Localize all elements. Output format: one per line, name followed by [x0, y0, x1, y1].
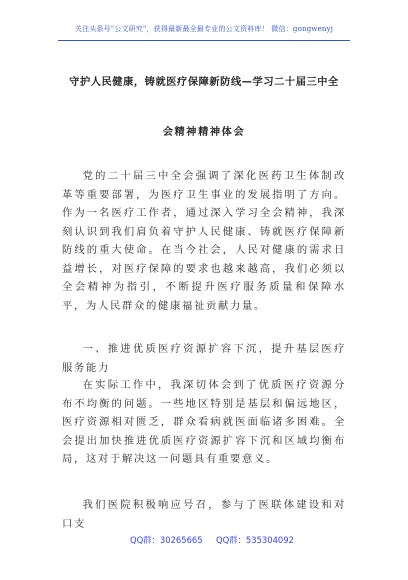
- paragraph-hospital: [62, 496, 346, 533]
- paragraph-text: 我们医院积极响应号召，参与了医联体建设和对口支: [62, 499, 346, 530]
- footer-qq-group-1: QQ群：30265665: [130, 535, 203, 545]
- section-heading-text: 一、推进优质医疗资源扩容下沉，提升基层医疗服务能力: [62, 343, 346, 374]
- footer-qq-group-2: QQ群：535304092: [216, 535, 294, 545]
- header-banner: 关注头条号"公文研究"，获得最新最全最专业的公文资料库！ 微信：gongwenyj: [74, 25, 334, 33]
- paragraph-resources: [62, 376, 346, 469]
- footer: [0, 534, 408, 548]
- document-title-line-1: 守护人民健康，铸就医疗保障新防线—学习二十届三中全: [69, 77, 339, 88]
- section-heading-1: [62, 340, 346, 377]
- header-divider: [58, 40, 350, 41]
- paragraph-text: 党的二十届三中全会强调了深化医药卫生体制改革等重要部署，为医疗卫生事业的发展指明了方向。作为一名医疗工作者，通过深入学习全会精神，我深刻认识到我们肩负着守护人民健康、铸就医疗保障新防线的重大使命。在当今社会，人民对健康的需求日益增长，对医疗保障的要求也越来越高，我们必须以全会精神为指引，不断提升医疗服务质量和保障水平，为人民群众的健康福祉贡献力量。: [62, 170, 346, 312]
- paragraph-intro: [62, 167, 346, 315]
- document-title-line-2: 会精神精神体会: [162, 127, 246, 138]
- paragraph-text: 在实际工作中，我深切体会到了优质医疗资源分布不均衡的问题。一些地区特别是基层和偏远地区，医疗资源相对匮乏，群众看病就医面临诸多困难。全会提出加快推进优质医疗资源扩容下沉和区域均衡布局，这对于解决这一问题具有重要意义。: [62, 379, 346, 465]
